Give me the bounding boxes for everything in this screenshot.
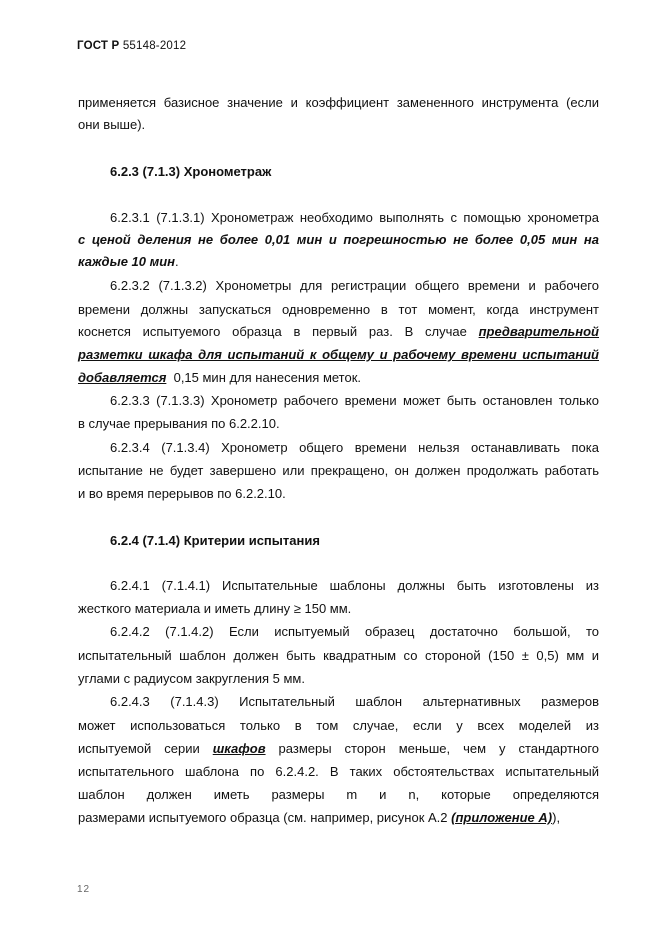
text-line: 6.2.4.3 (7.1.4.3) Испытательный шаблон альтернативных размеров (110, 694, 599, 709)
text-line: каждые 10 мин. (78, 254, 179, 269)
emphasis-text: предварительной (478, 324, 599, 339)
standard-label: ГОСТ Р (77, 40, 120, 52)
text-line: времени должны запускаться одновременно в тот момент, когда инструмент (78, 302, 599, 317)
text-line: жесткого материала и иметь длину ≥ 150 мм. (78, 601, 352, 616)
text-line: с ценой деления не более 0,01 мин и погрешностью не более 0,05 мин на (78, 232, 599, 247)
text-line: может использоваться только в том случае, если у всех моделей из (78, 718, 599, 733)
text-line: углами с радиусом закругления 5 мм. (78, 671, 305, 686)
emphasis-text: шкафов (212, 741, 266, 756)
text-line: 6.2.3.1 (7.1.3.1) Хронометраж необходимо выполнять с помощью хронометра (110, 210, 599, 225)
section-heading: 6.2.4 (7.1.4) Критерии испытания (110, 533, 320, 548)
text-line: испытуемой серии шкафов размеры сторон меньше, чем у стандартного (78, 741, 599, 756)
text-line: и во время перерывов по 6.2.2.10. (78, 486, 286, 501)
page-header (77, 40, 186, 52)
text-line: применяется базисное значение и коэффициент замененного инструмента (если (78, 95, 599, 110)
text-line: 6.2.3.2 (7.1.3.2) Хронометры для регистрации общего времени и рабочего (110, 278, 599, 293)
text-line: добавляется 0,15 мин для нанесения меток. (78, 370, 362, 385)
text-line: в случае прерывания по 6.2.2.10. (78, 416, 280, 431)
section-heading: 6.2.3 (7.1.3) Хронометраж (110, 164, 272, 179)
text-line: 6.2.3.4 (7.1.3.4) Хронометр общего времени нельзя останавливать пока (110, 440, 599, 455)
text-line: размерами испытуемого образца (см. например, рисунок А.2 (приложение А)), (78, 810, 561, 825)
text-line: 6.2.4.2 (7.1.4.2) Если испытуемый образец достаточно большой, то (110, 624, 599, 639)
emphasis-text: добавляется (78, 370, 167, 385)
text-line: 6.2.3.3 (7.1.3.3) Хронометр рабочего времени может быть остановлен только (110, 393, 599, 408)
text-line: испытание не будет завершено или прекращено, он должен продолжать работать (78, 463, 599, 478)
page-number: 12 (77, 884, 91, 895)
text-line: коснется испытуемого образца в первый раз. В случае предварительной (78, 324, 599, 339)
standard-number: 55148-2012 (122, 40, 187, 52)
emphasis-text: каждые 10 мин (78, 254, 176, 269)
text-line: шаблон должен иметь размеры m и n, которые определяются (78, 787, 599, 802)
text-line: испытательного шаблона по 6.2.4.2. В таких обстоятельствах испытательный (78, 764, 599, 779)
text-line: они выше). (78, 117, 146, 132)
text-line: 6.2.4.1 (7.1.4.1) Испытательные шаблоны должны быть изготовлены из (110, 578, 599, 593)
text-line: разметки шкафа для испытаний к общему и рабочему времени испытаний (78, 347, 599, 362)
appendix-link[interactable]: (приложение А) (451, 810, 553, 825)
text-line: испытательный шаблон должен быть квадратным со стороной (150 ± 0,5) мм и (78, 648, 599, 663)
